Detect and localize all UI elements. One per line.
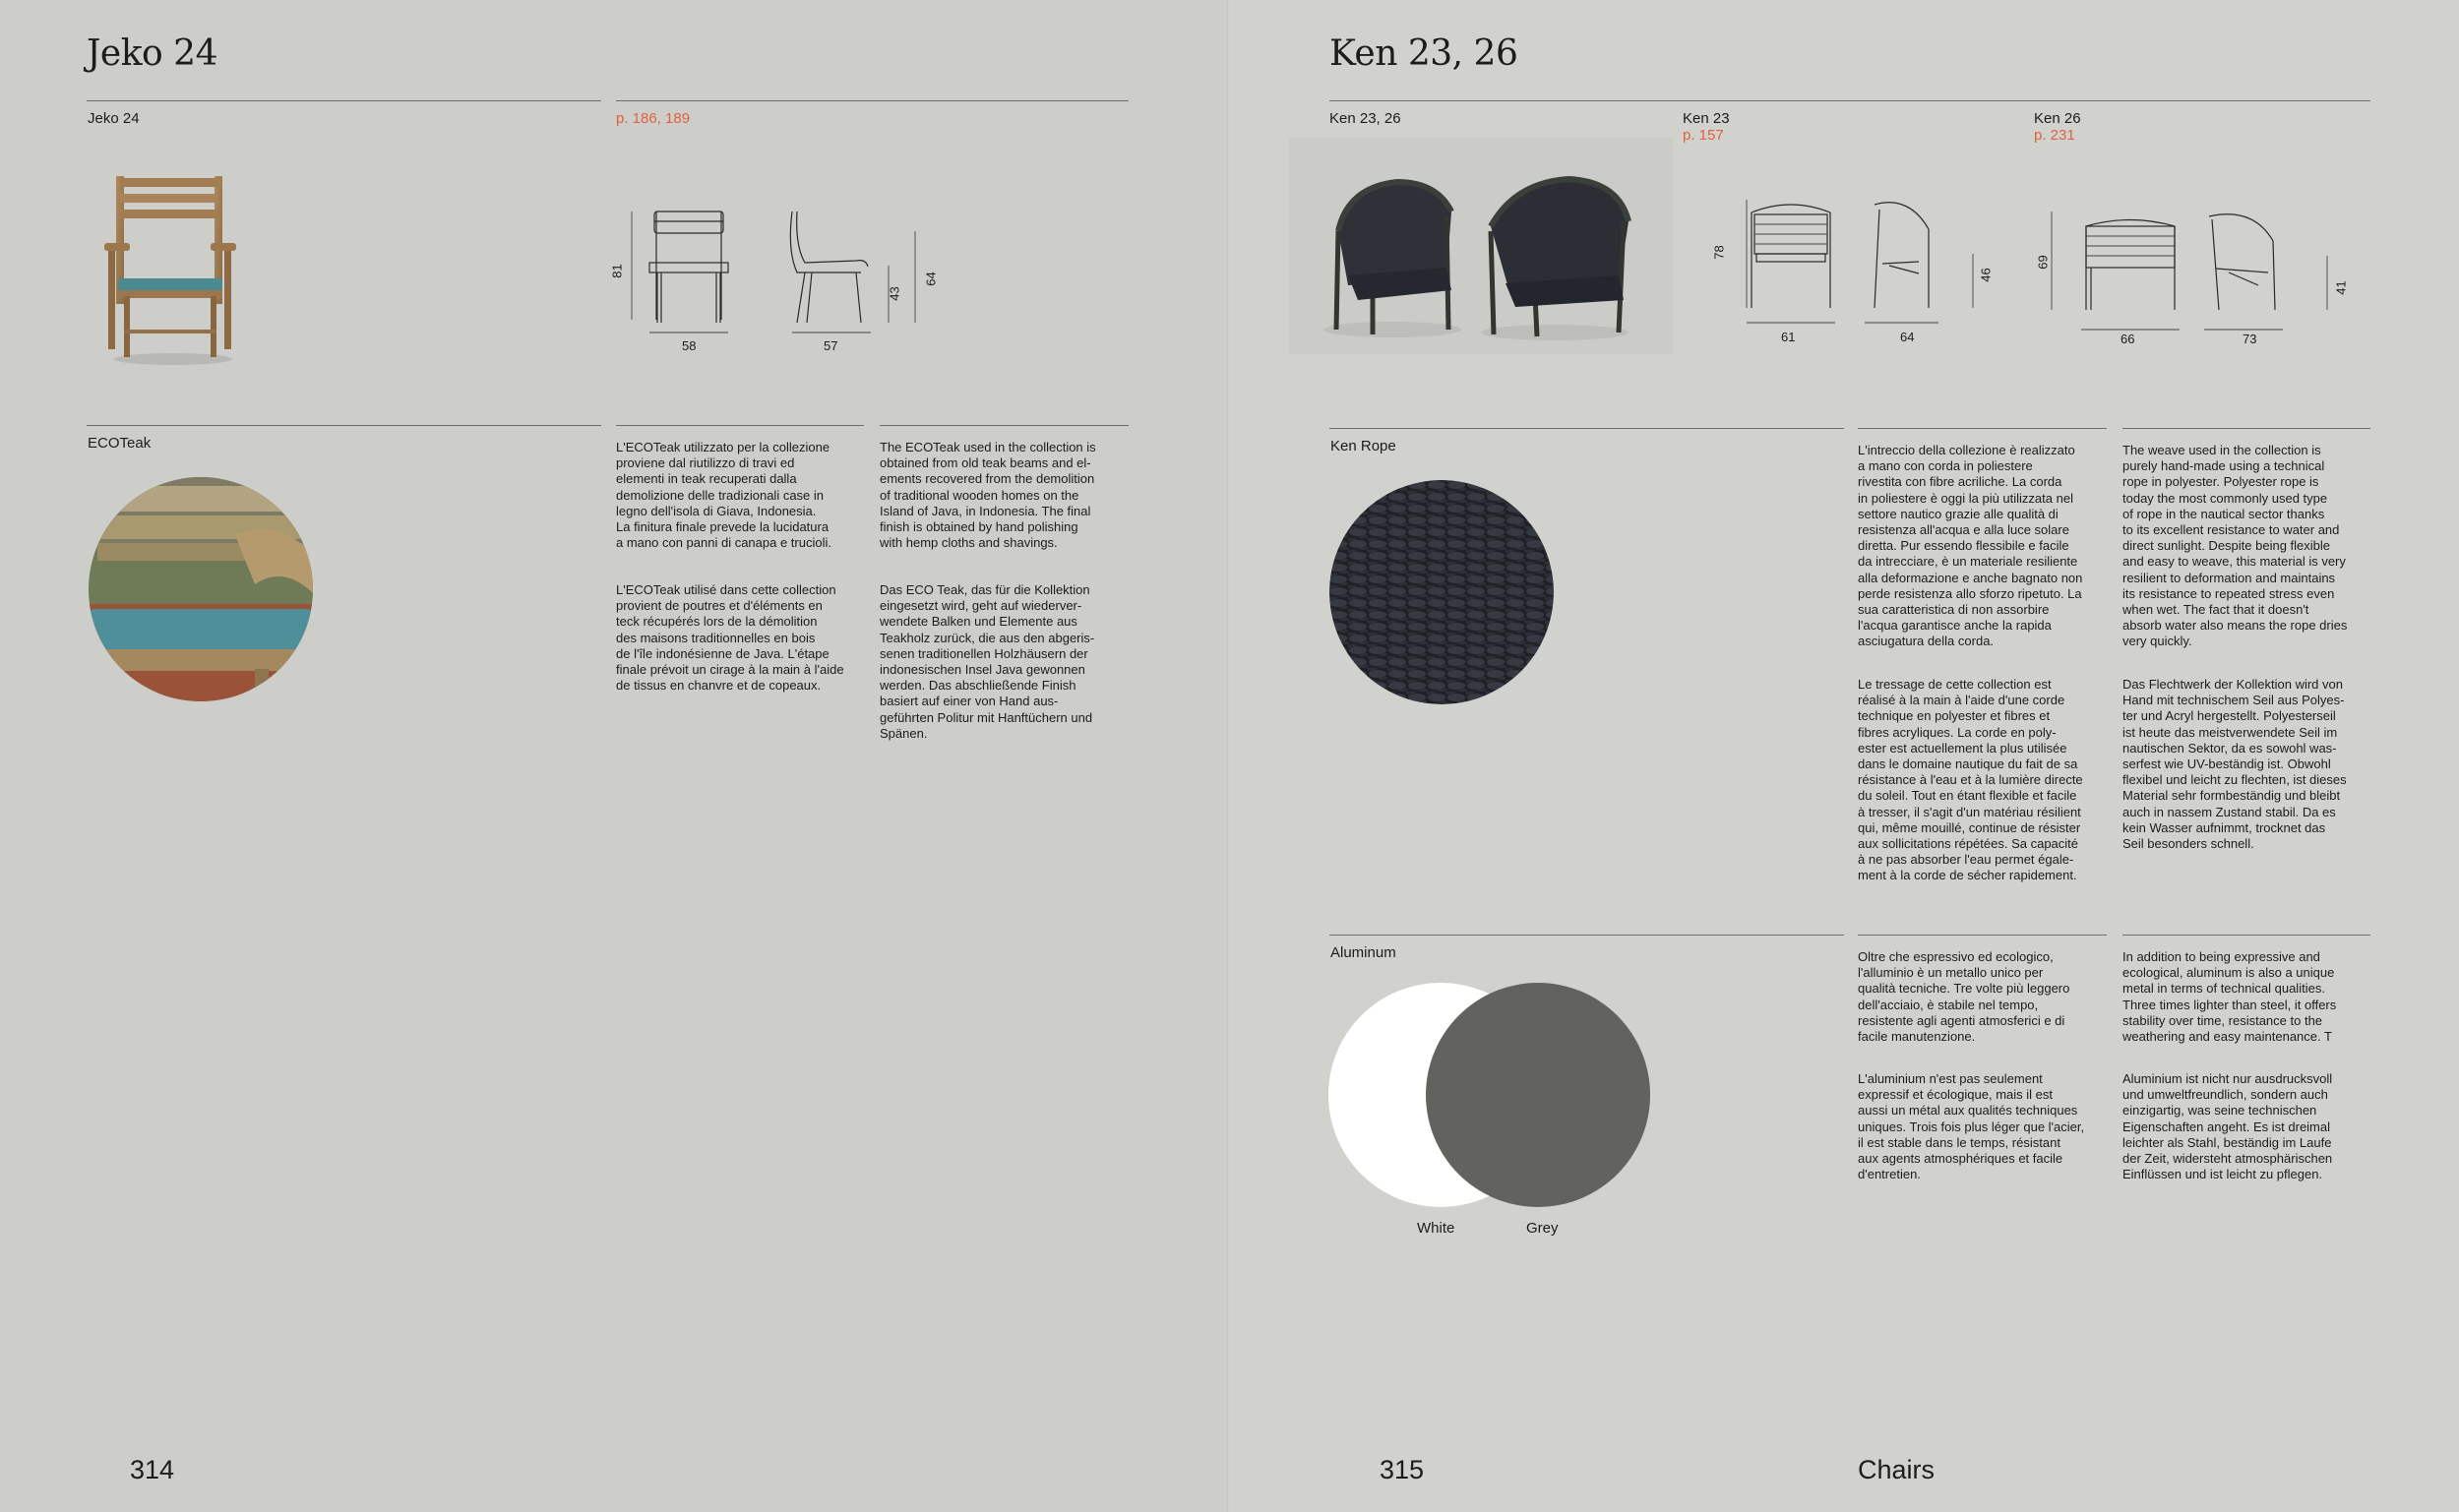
text-italian: L'ECOTeak utilizzato per la collezione proviene dal riutilizzo di travi ed elementi in teak recuperati dalla demolizione delle tradizionali case in legno dell'isola di Giava, Indonesia. La finitura finale prevede la lucidatura a mano con panni di canapa e trucioli. (616, 440, 831, 551)
ken26-depth: 73 (2243, 332, 2257, 346)
text-french: L'ECOTeak utilisé dans cette collection provient de poutres et d'éléments en teck récupérés lors de la démolition des maisons traditionnelles en bois de l'île indonésienne de Java. L'étape finale prévoit un cirage à la main à l'aide de tissus en chanvre et de copeaux. (616, 582, 844, 694)
product-label: Jeko 24 (88, 110, 140, 127)
ken26-page-reference[interactable]: p. 231 (2034, 127, 2075, 144)
swatch-label-white: White (1417, 1220, 1455, 1237)
dim-seat-height: 43 (887, 286, 902, 301)
page-reference[interactable]: p. 186, 189 (616, 110, 691, 127)
divider (616, 425, 864, 426)
text-german: Das ECO Teak, das für die Kollektion eingesetzt wird, geht auf wiederver- wendete Balken und Elemente aus Teakholz zurück, die aus den abgeris- senen traditionellen Holzhäusern der indonesischen Insel Java gewonnen werden. Das abschließende Finish basiert auf einer von Hand aus- geführten Politur mit Hanftüchern und Spänen. (880, 582, 1095, 741)
page-number: 315 (1380, 1455, 1425, 1484)
ken26-width: 66 (2121, 332, 2135, 346)
ken26-label: Ken 26 (2034, 110, 2081, 127)
ken26-technical-drawing (2047, 202, 2342, 339)
ken23-label: Ken 23 (1683, 110, 1730, 127)
ken23-technical-drawing (1737, 195, 2007, 337)
swatch-grey (1426, 983, 1650, 1207)
ken23-page-reference[interactable]: p. 157 (1683, 127, 1724, 144)
swatch-label-grey: Grey (1526, 1220, 1559, 1237)
jeko-chair-photo (94, 162, 272, 369)
ken23-height: 78 (1711, 245, 1727, 260)
divider (1858, 428, 2107, 429)
text-german: Das Flechtwerk der Kollektion wird von Hand mit technischem Seil aus Polyes- ter und Acryl hergestellt. Polyesterseil ist heute das meistverwendete Seil im nautischen Sektor, da es sowohl was- serfest wie UV-beständig ist. Obwohl flexibel und leicht zu flechten, ist dieses Material sehr formbeständig und bleibt auch in nassem Zustand stabil. Da es kein Wasser aufnimmt, trocknet das Seil besonders schnell. (2122, 677, 2347, 852)
material-label: ECOTeak (88, 435, 152, 452)
dim-height: 81 (609, 264, 625, 278)
text-english: In addition to being expressive and ecological, aluminum is also a unique metal in terms of technical qualities. Three times lighter than steel, it offers stability over time, resistance to the weathering and easy maintenance. T (2122, 949, 2337, 1045)
text-italian: Oltre che espressivo ed ecologico, l'alluminio è un metallo unico per qualità tecniche. Tre volte più leggero dell'acciaio, è stabile nel tempo, resistente agli agenti atmosferici e di facile manutenzione. (1858, 949, 2070, 1045)
divider (1329, 428, 1844, 429)
page-gutter (1227, 0, 1230, 1512)
text-italian: L'intreccio della collezione è realizzato a mano con corda in poliestere rivestita con fibre acriliche. La corda in poliestere è oggi la più utilizzata nel settore nautico grazie alle qualità di resistenza all'acqua e alla luce solare diretta. Pur essendo flessibile e facile da intrecciare, è un materiale resiliente alla deformazione e anche bagnato non perde resistenza allo sforzo ripetuto. La sua caratteristica di non assorbire l'acqua garantisce anche la rapida asciugatura della corda. (1858, 443, 2083, 649)
page-title: Ken 23, 26 (1329, 33, 1518, 74)
ken23-width: 61 (1781, 330, 1796, 344)
divider (87, 100, 601, 101)
ken-chairs-photo (1289, 138, 1673, 354)
page-number: 314 (130, 1455, 175, 1484)
dim-width: 58 (682, 338, 697, 353)
divider (1858, 935, 2107, 936)
text-english: The ECOTeak used in the collection is obtained from old teak beams and el- ements recovered from the demolition of traditional wooden homes on the Island of Java, in Indonesia. The final finish is obtained by hand polishing with hemp cloths and shavings. (880, 440, 1096, 551)
divider (2122, 428, 2370, 429)
section-name: Chairs (1858, 1455, 1936, 1484)
text-french: L'aluminium n'est pas seulement expressif et écologique, mais il est aussi un métal aux qualités techniques uniques. Trois fois plus léger que l'acier, il est stable dans le temps, résistant aux agents atmosphériques et facile d'entretien. (1858, 1071, 2085, 1182)
material-label: Ken Rope (1330, 438, 1396, 454)
page-title: Jeko 24 (87, 33, 217, 74)
divider (616, 100, 1129, 101)
divider (1329, 935, 1844, 936)
divider (1329, 100, 2370, 101)
divider (2122, 935, 2370, 936)
aluminum-swatches (1328, 982, 1663, 1213)
divider (880, 425, 1129, 426)
ken26-height: 69 (2035, 255, 2051, 270)
material-label: Aluminum (1330, 944, 1396, 961)
text-english: The weave used in the collection is purely hand-made using a technical rope in polyester. Polyester rope is today the most commonly used type of rope in the nautical sector thanks to its excellent resistance to water and direct sunlight. Despite being flexible and easy to weave, this material is very resilient to deformation and maintains its resistance to repeated stress even when wet. The fact that it doesn't absorb water also means the rope dries very quickly. (2122, 443, 2348, 649)
dim-arm-height: 64 (923, 272, 939, 286)
dim-depth: 57 (824, 338, 838, 353)
ken23-depth: 64 (1900, 330, 1915, 344)
ken23-seat-height: 46 (1978, 268, 1994, 282)
product-label: Ken 23, 26 (1329, 110, 1401, 127)
text-french: Le tressage de cette collection est réalisé à la main à l'aide d'une corde technique en polyester et fibres et fibres acryliques. La corde en poly- ester est actuellement la plus utilisée dans le domaine nautique du fait de sa résistance à l'eau et à la lumière directe du soleil. Tout en étant flexible et facile à tresser, il s'agit d'un matériau résilient qui, même mouillé, continue de résister aux sollicitations répétées. Sa capacité à ne pas absorber l'eau permet égale- ment à la corde de sécher rapidement. (1858, 677, 2083, 883)
ken26-seat-height: 41 (2333, 280, 2349, 295)
jeko-technical-drawing (620, 202, 945, 359)
ken-rope-swatch (1328, 479, 1555, 705)
text-german: Aluminium ist nicht nur ausdrucksvoll und umweltfreundlich, sondern auch einzigartig, was seine technischen Eigenschaften angeht. Es ist dreimal leichter als Stahl, beständig im Laufe der Zeit, widersteht atmosphärischen Einflüssen und ist leicht zu pflegen. (2122, 1071, 2333, 1182)
divider (87, 425, 601, 426)
ecoteak-swatch (88, 476, 314, 702)
